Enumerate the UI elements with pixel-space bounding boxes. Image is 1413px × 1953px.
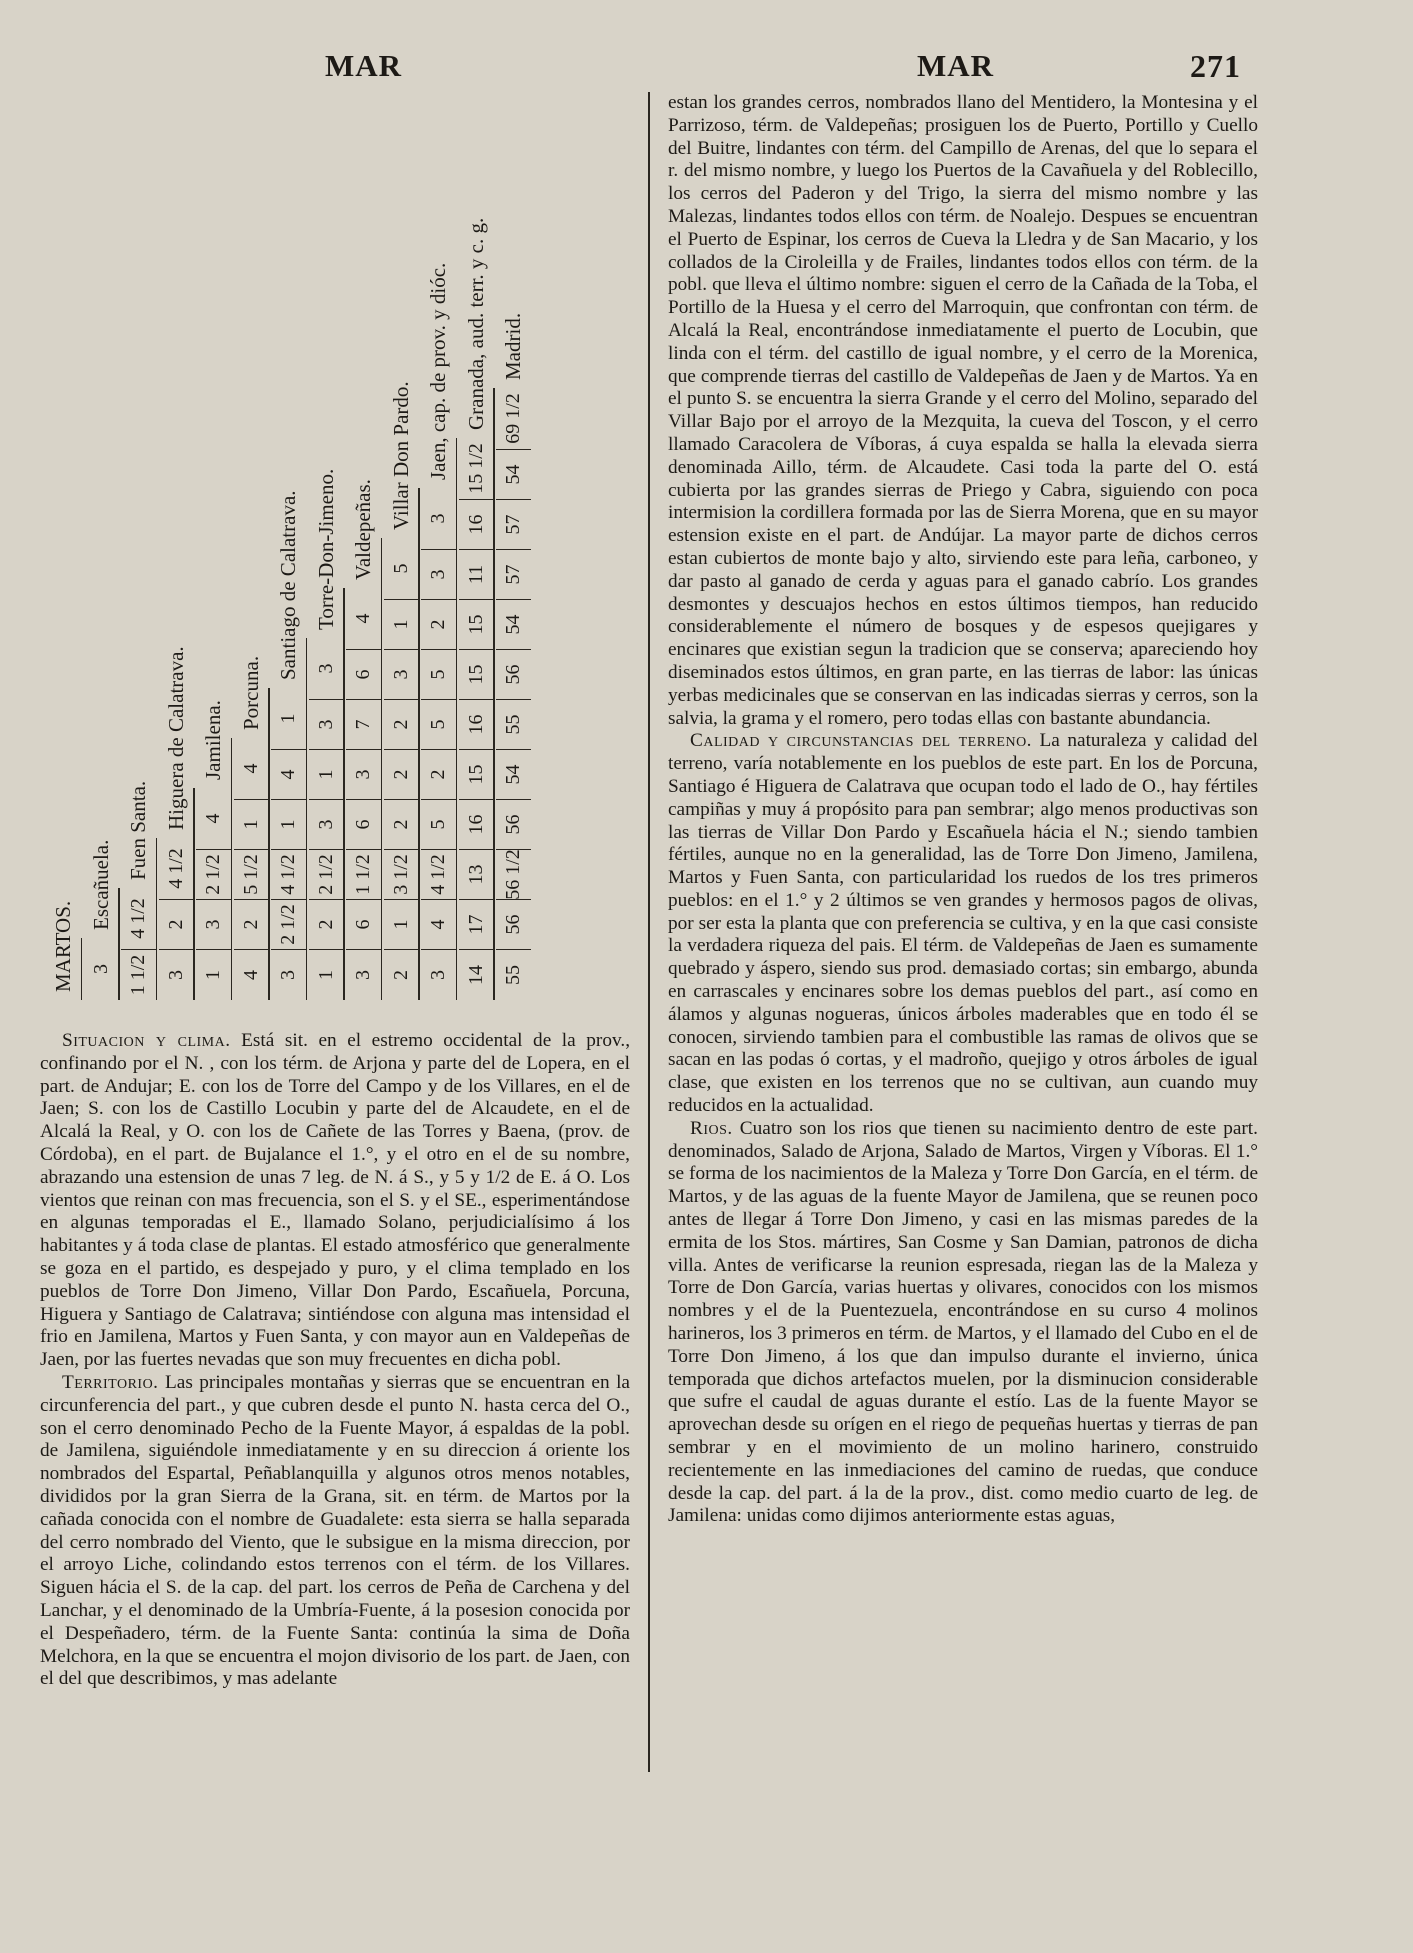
table-cell: 3 1/2 xyxy=(384,850,419,900)
table-cell: 4 xyxy=(271,750,306,800)
table-cell: 3 xyxy=(421,550,456,600)
table-row xyxy=(309,469,344,1000)
table-cell: 2 xyxy=(384,750,419,800)
table-cell: 3 xyxy=(277,970,299,980)
table-cell: 1 xyxy=(271,800,306,850)
paragraph-text: La naturaleza y calidad del terreno, varía notablemente en los pueblos de este part. En los de Porcuna, Santiago é Higuera de Calatrava que ocupan todo el lado de O., hay fértiles campiñas y muy á propósito para pan sembrar; algo menos productivas son las tierras de Villar Don Pardo y Escañuela hácia el N.; siendo tambien fértiles, aunque no en la generalidad, las de Torre Don Jimeno, Jamilena, Martos y Fuen Santa, con particularidad los ruedos de los tres primeros pueblos: en el 1.° y 2 últimos se ven grandes y hermosos pagos de olivas, por ser esta la planta que con preferencia se cultiva, y en la que casi consiste la verdadera riqueza del pais. El térm. de Valdepeñas de Jaen es sumamente quebrado y áspero, siendo sus prod. demasiado cortas; sin embargo, abunda en carrascales y encinares sobre los demas pueblos del part., así como en álamos y algunas nogueras, únicos árboles maderables que en todo él se conocen, sirviendo tambien para el combustible las ramas de olivos que se sacan en las podas ó cortas, y el madroño, quejigo y otros árboles de igual clase, que existen en los terrenos que no se cultivan, aun cuando muy reducidos en la actualidad. xyxy=(668,730,1258,1117)
paragraph xyxy=(40,1030,630,1372)
table-row-label: Jamilena. xyxy=(201,700,225,780)
running-header-right: MAR xyxy=(917,48,995,83)
column-divider xyxy=(648,92,650,1772)
table-rule xyxy=(456,438,458,1000)
table-rule xyxy=(493,388,495,1000)
table-cell: 2 xyxy=(309,900,344,950)
table-row-label: Madrid. xyxy=(501,312,525,380)
table-cell: 13 xyxy=(459,850,494,900)
table-cell: 55 xyxy=(502,965,524,985)
table-cell: 3 xyxy=(346,750,381,800)
table-cell: 5 xyxy=(421,700,456,750)
section-heading: Territorio. xyxy=(62,1371,159,1393)
table-cell: 1 xyxy=(309,750,344,800)
table-cell: 6 xyxy=(346,800,381,850)
page-number: 271 xyxy=(1190,48,1241,84)
table-rule xyxy=(81,938,83,1000)
table-cell: 1 xyxy=(384,900,419,950)
table-cell: 5 xyxy=(384,538,419,600)
table-cell: 16 xyxy=(459,800,494,850)
table-cell: 3 xyxy=(309,638,344,700)
table-row xyxy=(196,700,231,1000)
table-row-label: MARTOS. xyxy=(51,900,75,992)
table-cell: 2 xyxy=(421,750,456,800)
table-cell: 11 xyxy=(459,550,494,600)
table-cell: 2 1/2 xyxy=(271,900,306,950)
table-cell: 3 xyxy=(164,970,187,980)
table-cell: 5 xyxy=(421,800,456,850)
table-cell: 6 xyxy=(346,900,381,950)
table-cell: 69 1/2 xyxy=(496,388,531,450)
table-row xyxy=(459,218,494,1000)
table-cell: 4 1/2 xyxy=(421,850,456,900)
table-cell: 2 xyxy=(421,600,456,650)
table-rule xyxy=(231,738,233,1000)
table-rule xyxy=(193,788,195,1000)
table-cell: 3 xyxy=(421,488,456,550)
table-row xyxy=(234,656,269,1000)
table-cell: 56 xyxy=(496,650,531,700)
table-cell: 1 1/2 xyxy=(127,954,149,996)
table-cell: 6 xyxy=(346,650,381,700)
table-cell: 15 1/2 xyxy=(459,438,494,500)
table-rule xyxy=(268,688,270,1000)
table-row-label: Santiago de Calatrava. xyxy=(276,490,300,680)
paragraph-text: estan los grandes cerros, nombrados llano del Mentidero, la Montesina y el Parrizoso, térm. de Valdepeñas; prosiguen los de Puerto, Portillo y Cuello del Buitre, lindantes con térm. del Campillo de Arenas, del que lo separa el r. del mismo nombre, y luego los Puertos de la Cavañuela y del Roblecillo, los cerros del Paderon y del Trigo, la sierra del mismo nombre y las Malezas, lindantes todos ellos con térm. de Noalejo. Despues se encuentran el Puerto de Espinar, los cerros de Cueva la Lledra y de San Macario, y los collados de la Ciroleilla y de Frailes, lindantes todos ellos con térm. de la pobl. que lleva el último nombre: siguen el cerro de la Cañada de la Toba, el Portillo de la Huesa y el cerro del Marroquin, que confrontan con térm. de Alcalá la Real, encontrándose inmediatamente el puerto de Locubin, que linda con el térm. del castillo de igual nombre, y el cerro de la Morenica, que comprende tierras del castillo de Valdepeñas de Jaen y de Martos. Ya en el punto S. se encuentra la sierra Grande y el cerro del Molino, separado del Villar Bajo por el arroyo de la Mezquita, la cueva del Toscon, y el cerro llamado Caracolera de Víboras, á cuya espalda se halla la elevada sierra denominada Aillo, térm. de Alcaudete. Casi toda la parte del O. está cubierta por las grandes sierras de Priego y Cabra, siguiendo con poca intermision la cordillera formada por las de Sierra Morena, que en su mayor estension existe en el part. de Andújar. La mayor parte de dichos cerros estan cubiertos de monte bajo y alto, sirviendo este para leña, carboneo, y dar pasto al ganado de cerda y aguas para el ganado cabrío. Los grandes desmontes y descuajos hechos en estos últimos tiempos, han reducido considerablemente el número de bosques y de espesos quejigares y encinares que existian segun la tradicion que se conserva; apareciendo hoy diseminados estos últimos, en gran parte, en las tierras de labor: las únicas yerbas medicinales que se conservan en las indicadas sierras y cerros, son la salvia, la grama y el romero, pero todas ellas con bastante abundancia. xyxy=(668,92,1258,729)
section-heading: Rios. xyxy=(690,1117,733,1139)
table-cell: 57 xyxy=(496,500,531,550)
section-heading: Calidad y circunstancias del terreno. xyxy=(690,730,1032,752)
table-cell: 4 xyxy=(421,900,456,950)
table-cell: 54 xyxy=(496,600,531,650)
paragraph-text: Está sit. en el estremo occidental de la prov., confinando por el N. , con los térm. de Arjona y parte del de Lopera, en el part. de Andujar; E. con los de Torre del Campo y de los Villares, en el de Jaen; S. con los de Castillo Locubin y parte del de Alcaudete, en el de Alcalá la Real, y O. con los de Cañete de las Torres y Baena, (prov. de Córdoba), en el part. de Bujalance el 1.°, y el otro en el de su nombre, abrazando una estension de unas 7 leg. de N. á S., y 5 y 1/2 de E. á O. Los vientos que reinan con mas frecuencia, son el S. y el SE., esperimentándose en algunas temporadas el E., llamado Solano, perjudicialísimo á los habitantes y á toda clase de plantas. El estado atmosférico que generalmente se goza en el partido, es despejado y puro, y el clima templado en los pueblos de Torre Don Jimeno, Villar Don Pardo, Escañuela, Porcuna, Higuera y Santiago de Calatrava; sintiéndose con alguna mas intensidad el frio en Jamilena, Martos y Fuen Santa, y con mayor aun en Valdepeñas de Jaen, por las fuertes nevadas que son muy frecuentes en dicha pobl. xyxy=(40,1030,631,1371)
table-cell: 2 xyxy=(384,700,419,750)
paragraph xyxy=(668,730,1258,1118)
table-rule xyxy=(156,838,158,1000)
table-row-label: Villar Don Pardo. xyxy=(388,381,413,530)
table-cell: 56 xyxy=(496,900,531,950)
table-cell: 5 xyxy=(421,650,456,700)
table-cell: 57 xyxy=(496,550,531,600)
table-cell: 2 xyxy=(234,900,269,950)
table-cell: 56 1/2 xyxy=(496,850,531,900)
table-cell: 14 xyxy=(464,965,487,985)
table-rule xyxy=(343,588,345,1000)
table-row-label: Granada, aud. terr. y c. g. xyxy=(463,217,488,430)
table-row-label: Fuen Santa. xyxy=(126,780,150,880)
table-cell: 2 xyxy=(384,800,419,850)
table-cell: 1 xyxy=(234,800,269,850)
table-cell: 15 xyxy=(459,750,494,800)
table-cell: 3 xyxy=(309,800,344,850)
table-cell: 4 1/2 xyxy=(121,888,156,950)
table-row-label: Jaen, cap. de prov. y dióc. xyxy=(426,262,450,480)
table-rule xyxy=(118,888,120,1000)
table-cell: 7 xyxy=(346,700,381,750)
table-cell: 4 xyxy=(346,588,381,650)
table-row-label: Escañuela. xyxy=(88,839,113,930)
table-row-label: Higuera de Calatrava. xyxy=(163,646,188,830)
table-cell: 4 1/2 xyxy=(271,850,306,900)
paragraph xyxy=(40,1372,630,1691)
table-cell: 16 xyxy=(459,700,494,750)
paragraph xyxy=(668,92,1258,730)
table-cell: 2 1/2 xyxy=(309,850,344,900)
table-cell: 2 xyxy=(389,970,412,980)
table-cell: 15 xyxy=(459,650,494,700)
table-cell: 3 xyxy=(427,970,449,980)
table-row xyxy=(346,479,381,1000)
paragraph xyxy=(668,1118,1258,1528)
table-cell: 15 xyxy=(459,600,494,650)
table-row xyxy=(121,781,156,1000)
distance-table-rotated xyxy=(40,80,630,1000)
table-row xyxy=(384,381,419,1000)
table-row xyxy=(496,313,531,1000)
table-row xyxy=(421,263,456,1000)
table-cell: 16 xyxy=(459,500,494,550)
section-heading: Situacion y clima. xyxy=(62,1030,231,1051)
right-text-column xyxy=(668,92,1258,1528)
table-cell: 3 xyxy=(89,964,112,974)
table-cell: 4 xyxy=(234,738,269,800)
table-cell: 4 xyxy=(196,788,231,850)
table-row xyxy=(271,490,306,1000)
table-cell: 55 xyxy=(496,700,531,750)
table-cell: 5 1/2 xyxy=(234,850,269,900)
table-cell: 3 xyxy=(384,650,419,700)
table-row xyxy=(84,840,119,1000)
table-cell: 3 xyxy=(309,700,344,750)
table-cell: 1 xyxy=(202,970,224,980)
table-cell: 3 xyxy=(352,970,374,980)
table-cell: 56 xyxy=(496,800,531,850)
table-rule xyxy=(381,538,383,1000)
table-cell: 17 xyxy=(459,900,494,950)
table-cell: 54 xyxy=(496,450,531,500)
table-cell: 3 xyxy=(196,900,231,950)
table-row xyxy=(159,646,194,1000)
paragraph-text: Las principales montañas y sierras que se encuentran en la circunferencia del part., y que cubren desde el punto N. hasta cerca del O., son el cerro denominado Pecho de la Fuente Mayor, á espaldas de la pobl. de Jamilena, siguiéndole inmediatamente y en su direccion á oriente los nombrados del Espartal, Peñablanquilla y algunos otros menos notables, divididos por la gran Sierra de la Grana, sit. en térm. de Martos por la cañada conocida con el nombre de Guadalete: esta sierra se halla separada del cerro nombrado del Viento, que le subsigue en la misma direccion, por el arroyo Liche, colindando estos terrenos con el térm. de los Villares. Siguen hácia el S. de la cap. del part. los cerros de Peña de Carchena y del Lanchar, y el denominado de la Umbría-Fuente, á la posesion conocida por el Despeñadero, térm. de la Fuente Santa: continúa la sima de Doña Melchora, en la que se encuentra el mojon divisorio de los part. de Jaen, con el del que describimos, y mas adelante xyxy=(40,1371,630,1690)
table-cell: 4 1/2 xyxy=(159,838,194,900)
table-cell: 2 1/2 xyxy=(196,850,231,900)
running-header-left: MAR xyxy=(325,48,403,83)
paragraph-text: Cuatro son los rios que tienen su nacimiento dentro de este part. denominados, Salado de Arjona, Salado de Martos, Virgen y Víboras. El 1.° se forma de los nacimientos de la Maleza y Torre Don García, en el térm. de Martos, y de las aguas de la fuente Mayor de Jamilena, que se reunen poco antes de llegar á Torre Don Jimeno, y casi en las mismas paredes de la ermita de los Stos. mártires, San Cosme y San Damian, patronos de dicha villa. Antes de verificarse la reunion espresada, riegan las de la Maleza y Torre de Don García, varias huertas y olivares, conocidos con los mismos nombres y el de la Puentezuela, encontrándose en su curso 4 molinos harineros, los 3 primeros en térm. de Martos, y el llamado del Cubo en el de Torre Don Jimeno, á los que dan impulso durante el invierno, única temporada que dichos artefactos muelen, por la disminucion considerable que sufre el caudal de aguas durante el estío. Las de la fuente Mayor se aprovechan desde su orígen en el riego de pequeñas huertas y tierras de pan sembrar y en el movimiento de un molino harinero, construido recientemente en las inmediaciones del camino de ruedas, que conduce desde la cap. del part. á la de la prov., dist. como medio cuarto de leg. de Jamilena: unidas como dijimos anteriormente estas aguas, xyxy=(668,1117,1258,1527)
table-row-label: Torre-Don-Jimeno. xyxy=(313,468,338,630)
table-row xyxy=(46,901,81,1000)
table-row-label: Porcuna. xyxy=(238,655,263,730)
table-rule xyxy=(418,488,420,1000)
table-row-label: Valdepeñas. xyxy=(351,479,375,580)
table-cell: 54 xyxy=(496,750,531,800)
table-cell: 1 xyxy=(384,600,419,650)
table-rule xyxy=(306,638,308,1000)
table-cell: 2 xyxy=(159,900,194,950)
left-text-column xyxy=(40,1030,630,1691)
table-cell: 1 xyxy=(271,688,306,750)
table-cell: 1 xyxy=(314,970,337,980)
distance-table xyxy=(40,80,630,1000)
table-cell: 4 xyxy=(239,970,262,980)
table-cell: 1 1/2 xyxy=(346,850,381,900)
